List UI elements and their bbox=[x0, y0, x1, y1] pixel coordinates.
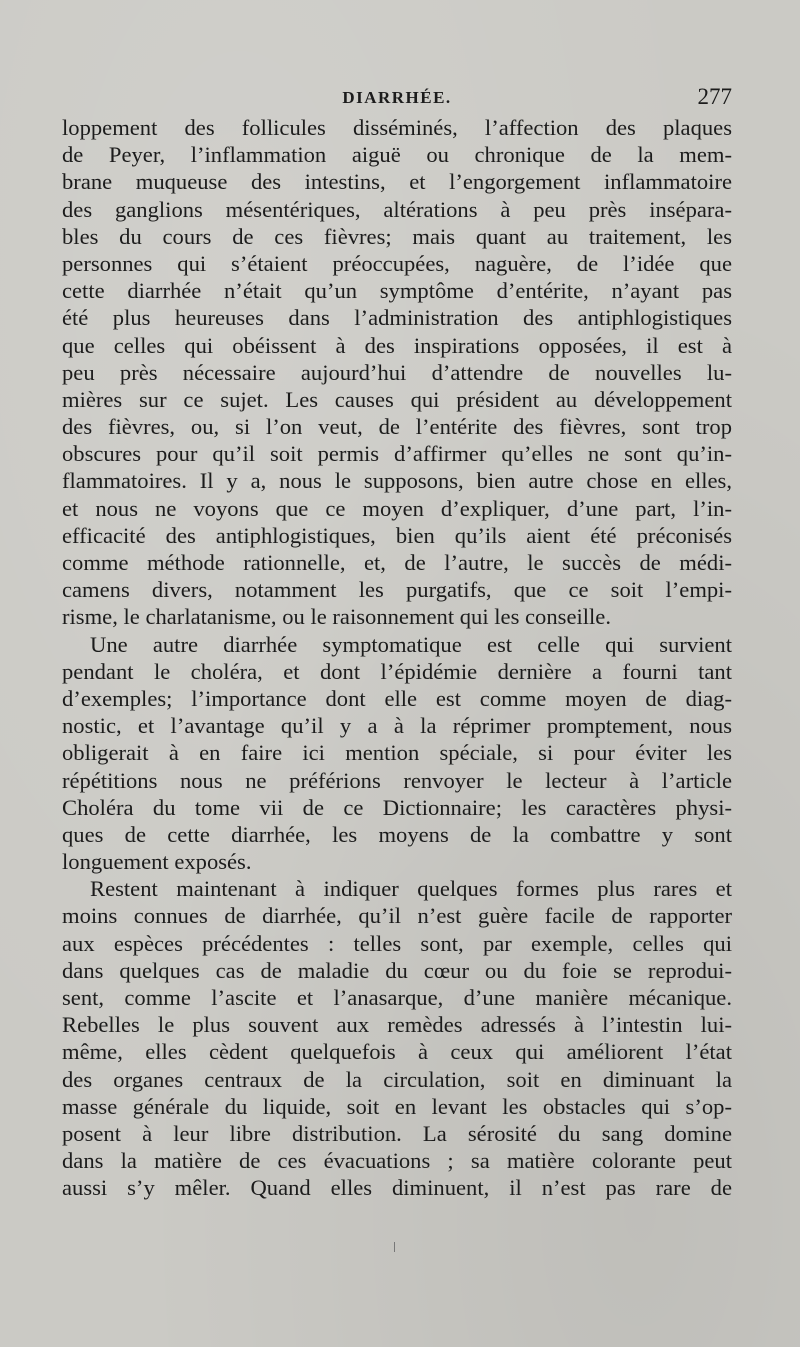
paragraph-start-line: Restent maintenant à indiquer quelques formes plus rares et bbox=[90, 876, 732, 902]
text-line: posent à leur libre distribution. La sérosité du sang domine bbox=[62, 1120, 732, 1146]
text-line: et nous ne voyons que ce moyen d’expliquer, d’une part, l’in- bbox=[62, 495, 732, 521]
text-line: répétitions nous ne préférions renvoyer le lecteur à l’article bbox=[62, 767, 732, 793]
text-line-choleraref: Choléra du tome vii de ce Dictionnaire; les caractères physi- bbox=[62, 794, 732, 820]
text-line: bles du cours de ces fièvres; mais quant au traitement, les bbox=[62, 223, 732, 249]
text-line: personnes qui s’étaient préoccupées, naguère, de l’idée que bbox=[62, 250, 732, 276]
text-line: camens divers, notamment les purgatifs, que ce soit l’empi- bbox=[62, 577, 732, 603]
text-line: des ganglions mésentériques, altérations à peu près insépara- bbox=[62, 196, 732, 222]
text-line: obligerait à en faire ici mention spéciale, si pour éviter les bbox=[62, 740, 732, 766]
text-line: efficacité des antiphlogistiques, bien qu’ils aient été préconisés bbox=[62, 522, 732, 548]
text-line: obscures pour qu’il soit permis d’affirmer qu’elles ne sont qu’in- bbox=[62, 441, 732, 467]
text-line: longuement exposés. bbox=[62, 849, 252, 875]
text-line: comme méthode rationnelle, et, de l’autre, le succès de médi- bbox=[62, 550, 732, 575]
text-line: pendant le choléra, et dont l’épidémie dernière a fourni tant bbox=[62, 658, 732, 684]
text-line: sent, comme l’ascite et l’anasarque, d’une manière mécanique. bbox=[62, 985, 732, 1010]
text-line: risme, le charlatanisme, ou le raisonnement qui les conseille. bbox=[62, 604, 611, 630]
running-head: DIARRHÉE. bbox=[342, 88, 452, 107]
paragraph-start-line: Une autre diarrhée symptomatique est celle qui survient bbox=[90, 631, 732, 657]
text-line: peu près nécessaire aujourd’hui d’attendre de nouvelles lu- bbox=[62, 359, 732, 385]
text-line: aux espèces précédentes : telles sont, par exemple, celles qui bbox=[62, 930, 732, 956]
text-line: nostic, et l’avantage qu’il y a à la réprimer promptement, nous bbox=[62, 713, 732, 739]
text-line: brane muqueuse des intestins, et l’engorgement inflammatoire bbox=[62, 169, 732, 195]
page-header bbox=[62, 84, 732, 114]
print-mark bbox=[394, 1242, 395, 1252]
text-line: cette diarrhée n’était qu’un symptôme d’entérite, n’ayant pas bbox=[62, 278, 732, 304]
text-line: loppement des follicules disséminés, l’affection des plaques bbox=[62, 115, 732, 140]
text-line: même, elles cèdent quelquefois à ceux qui améliorent l’état bbox=[62, 1039, 732, 1065]
text-line: Rebelles le plus souvent aux remèdes adressés à l’intestin lui- bbox=[62, 1012, 732, 1038]
text-line: que celles qui obéissent à des inspirations opposées, il est à bbox=[62, 332, 732, 358]
page-number: 277 bbox=[697, 84, 732, 109]
text-line: dans quelques cas de maladie du cœur ou du foie se reprodui- bbox=[62, 957, 732, 983]
text-line: moins connues de diarrhée, qu’il n’est guère facile de rapporter bbox=[62, 903, 732, 929]
text-line: de Peyer, l’inflammation aiguë ou chronique de la mem- bbox=[62, 142, 732, 168]
body-text bbox=[62, 114, 732, 1202]
text-line: des fièvres, ou, si l’on veut, de l’entérite des fièvres, sont trop bbox=[62, 414, 732, 440]
text-line: masse générale du liquide, soit en levant les obstacles qui s’op- bbox=[62, 1093, 732, 1119]
text-line: été plus heureuses dans l’administration des antiphlogistiques bbox=[62, 305, 732, 331]
text-line: flammatoires. Il y a, nous le supposons, bien autre chose en elles, bbox=[62, 468, 732, 494]
text-line: d’exemples; l’importance dont elle est comme moyen de diag- bbox=[62, 685, 732, 711]
text-line: ques de cette diarrhée, les moyens de la combattre y sont bbox=[62, 821, 732, 847]
text-line: des organes centraux de la circulation, soit en diminuant la bbox=[62, 1066, 732, 1092]
text-line: aussi s’y mêler. Quand elles diminuent, il n’est pas rare de bbox=[62, 1175, 732, 1201]
text-line: dans la matière de ces évacuations ; sa matière colorante peut bbox=[62, 1148, 732, 1174]
text-line: mières sur ce sujet. Les causes qui président au développement bbox=[62, 386, 732, 412]
